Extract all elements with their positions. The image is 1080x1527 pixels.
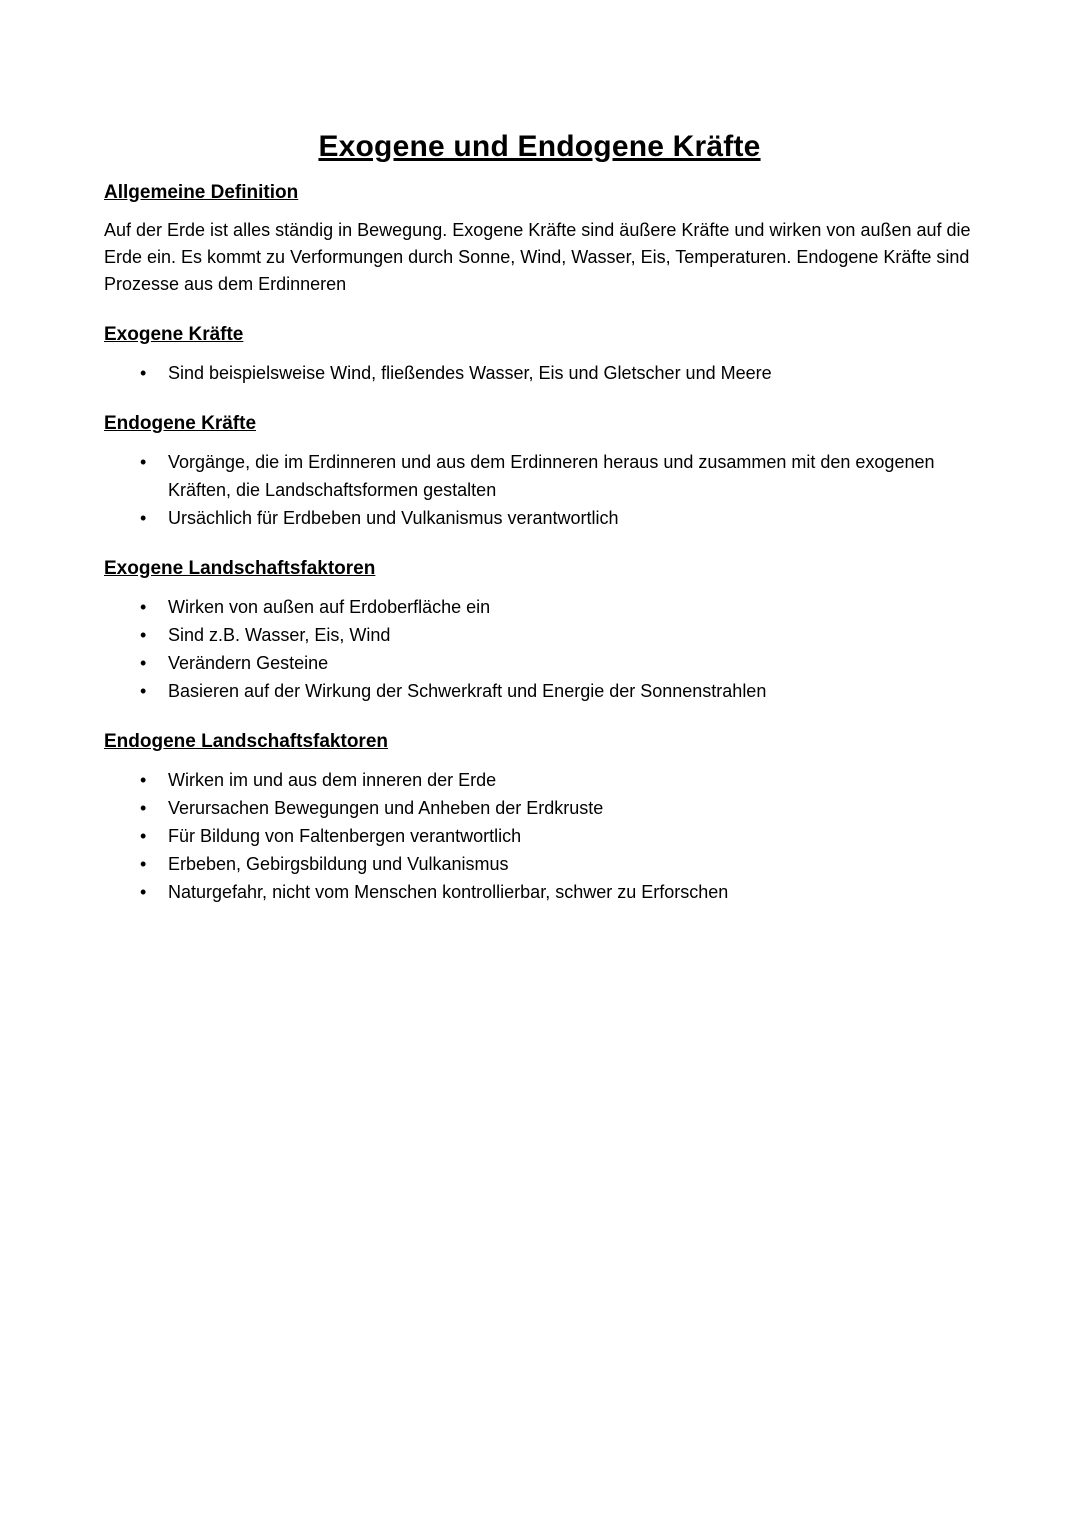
bullet-item: • Sind z.B. Wasser, Eis, Wind <box>140 621 975 649</box>
bullet-item: • Für Bildung von Faltenbergen verantwortlich <box>140 822 975 850</box>
bullet-item: • Vorgänge, die im Erdinneren und aus dem Erdinneren heraus und zusammen mit den exogenen Kräften, die Landschaftsformen gestalten <box>140 448 975 504</box>
bullet-list <box>104 359 975 387</box>
bullet-item: • Wirken von außen auf Erdoberfläche ein <box>140 593 975 621</box>
document-section <box>104 413 975 532</box>
section-paragraph: Auf der Erde ist alles ständig in Bewegung. Exogene Kräfte sind äußere Kräfte und wirken von außen auf die Erde ein. Es kommt zu Verformungen durch Sonne, Wind, Wasser, Eis, Temperaturen. Endogene Kräfte sind Prozesse aus dem Erdinneren <box>104 220 971 294</box>
bullet-item: • Verändern Gesteine <box>140 649 975 677</box>
bullet-list <box>104 448 975 532</box>
section-heading: Endogene Landschaftsfaktoren <box>104 731 388 752</box>
section-heading: Exogene Landschaftsfaktoren <box>104 558 376 579</box>
bullet-item: • Sind beispielsweise Wind, fließendes Wasser, Eis und Gletscher und Meere <box>140 359 975 387</box>
document-section <box>104 558 975 705</box>
document-section <box>104 182 975 298</box>
section-heading: Allgemeine Definition <box>104 182 299 203</box>
bullet-list <box>104 593 975 705</box>
document-section <box>104 731 975 906</box>
bullet-item: • Basieren auf der Wirkung der Schwerkraft und Energie der Sonnenstrahlen <box>140 677 975 705</box>
bullet-item: • Ursächlich für Erdbeben und Vulkanismus verantwortlich <box>140 504 975 532</box>
bullet-item: • Wirken im und aus dem inneren der Erde <box>140 766 975 794</box>
bullet-item: • Erbeben, Gebirgsbildung und Vulkanismus <box>140 850 975 878</box>
document-body <box>104 182 975 906</box>
document-section <box>104 324 975 387</box>
bullet-list <box>104 766 975 906</box>
bullet-item: • Naturgefahr, nicht vom Menschen kontrollierbar, schwer zu Erforschen <box>140 878 975 906</box>
bullet-item: • Verursachen Bewegungen und Anheben der Erdkruste <box>140 794 975 822</box>
section-heading: Endogene Kräfte <box>104 413 257 434</box>
document-title: Exogene und Endogene Kräfte <box>318 130 761 163</box>
section-heading: Exogene Kräfte <box>104 324 244 345</box>
